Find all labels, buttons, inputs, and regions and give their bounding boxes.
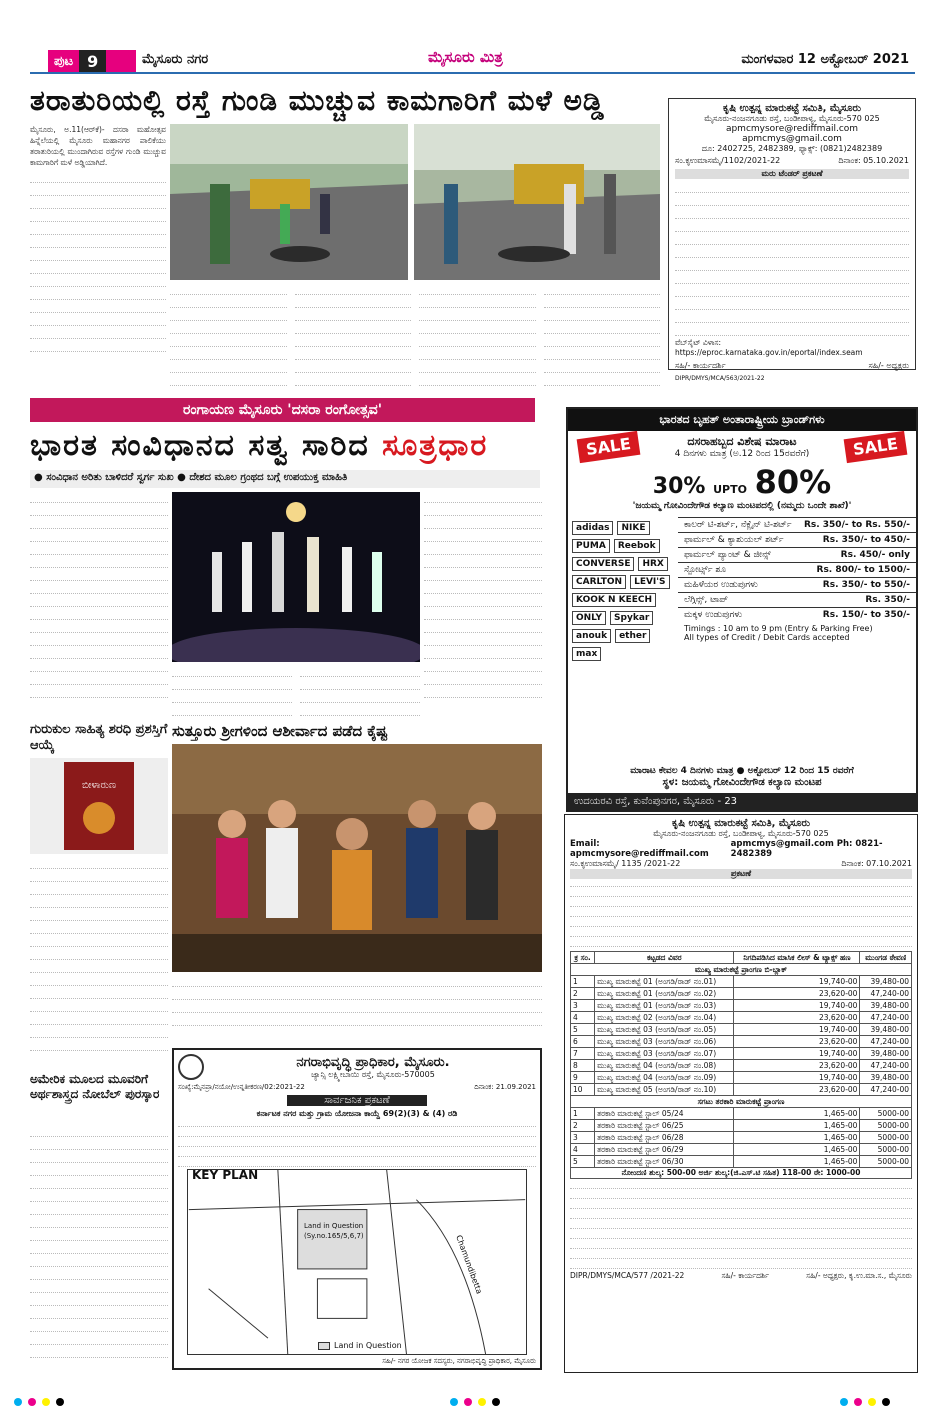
land-ad-ref: ಸಂಖ್ಯೆ:ಮೈನಪ್ರಾ/ನಯೋ/ಉನ್ನತೀಕರಣ/02:2021-22 bbox=[178, 1083, 305, 1091]
table-cell: 1 bbox=[571, 976, 595, 988]
table-cell: 1,465-00 bbox=[734, 1120, 860, 1132]
table-cell: 3 bbox=[571, 1132, 595, 1144]
table-cell: 39,480-00 bbox=[860, 1048, 912, 1060]
ad3-email: Email: apmcmysore@rediffmail.com bbox=[570, 839, 709, 859]
table-section-row: ಸಗಟು ತರಕಾರಿ ಮಾರುಕಟ್ಟೆ ಪ್ರಾಂಗಣ bbox=[571, 1096, 912, 1108]
table-cell: 1,465-00 bbox=[734, 1156, 860, 1168]
table-row bbox=[571, 1108, 912, 1120]
land-ad-notice: ಸಾರ್ವಜನಿಕ ಪ್ರಕಟಣೆ bbox=[287, 1095, 427, 1106]
land-ad-date: ದಿನಾಂಕ: 21.09.2021 bbox=[474, 1083, 536, 1091]
photo-road-workers-1 bbox=[170, 124, 408, 280]
story2-column-4 bbox=[424, 492, 542, 718]
table-cell: 23,620-00 bbox=[734, 988, 860, 1000]
brand-logo: CARLTON bbox=[572, 575, 626, 589]
table-cell: 6 bbox=[571, 1036, 595, 1048]
table-cell: ಮುಖ್ಯ ಮಾರುಕಟ್ಟೆ 05 (ಅಂಗಡಿ/ರಾಡ್ ನಂ.10) bbox=[595, 1084, 734, 1096]
table-cell: 47,240-00 bbox=[860, 1084, 912, 1096]
key-plan-map bbox=[187, 1169, 527, 1355]
land-ad-act: ಕರ್ನಾಟಕ ನಗರ ಮತ್ತು ಗ್ರಾಮ ಯೋಜನಾ ಕಾಯ್ದೆ 69(2)(3) & (4) ರಡಿ bbox=[256, 1109, 458, 1118]
page-label: ಪುಟ bbox=[54, 53, 74, 69]
price-row bbox=[678, 517, 916, 532]
headline-gurukula: ಗುರುಕುಲ ಸಾಹಿತ್ಯ ಶರಧಿ ಪ್ರಶಸ್ತಿಗೆ ಆಯ್ಕೆ bbox=[30, 722, 168, 753]
sale-pct1: 30% bbox=[652, 474, 706, 499]
price-row-label: ಫಾರ್ಮಲ್ ಪ್ಯಾಂಟ್ & ಜೀನ್ಸ್ bbox=[684, 550, 771, 560]
price-row bbox=[678, 607, 916, 622]
table-cell: 19,740-00 bbox=[734, 976, 860, 988]
lease-table bbox=[570, 951, 912, 1168]
brand-logo: adidas bbox=[572, 521, 613, 535]
table-row bbox=[571, 988, 912, 1000]
headline-road-repair bbox=[30, 84, 660, 124]
table-cell: ಮುಖ್ಯ ಮಾರುಕಟ್ಟೆ 02 (ಅಂಗಡಿ/ರಾಡ್ ನಂ.04) bbox=[595, 1012, 734, 1024]
table-cell: 8 bbox=[571, 1060, 595, 1072]
headline-suttur: ಸುತ್ತೂರು ಶ್ರೀಗಳಿಂದ ಆಶೀರ್ವಾದ ಪಡೆದ ಕೈಷ್ಟ bbox=[172, 722, 388, 740]
table-cell: 9 bbox=[571, 1072, 595, 1084]
print-registration-marks-left bbox=[14, 1398, 134, 1410]
ad3-address: ಮೈಸೂರು-ನಂಜನಗೂಡು ರಸ್ತೆ, ಬಂಡೀಪಾಳ್ಯ, ಮೈಸೂರು-570 025 bbox=[653, 829, 829, 838]
ad1-sign-right: ಸಹಿ/- ಅಧ್ಯಕ್ಷರು bbox=[868, 361, 909, 370]
table-cell: 5 bbox=[571, 1156, 595, 1168]
section-banner-rangayana: ರಂಗಾಯಣ ಮೈಸೂರು 'ದಸರಾ ರಂಗೋತ್ಸವ' bbox=[30, 398, 535, 422]
ad1-code: DIPR/DMYS/MCA/563/2021-22 bbox=[675, 375, 765, 382]
ad3-title: ಕೃಷಿ ಉತ್ಪನ್ನ ಮಾರುಕಟ್ಟೆ ಸಮಿತಿ, ಮೈಸೂರು bbox=[671, 818, 811, 829]
price-row bbox=[678, 592, 916, 607]
sale-pct2: 80% bbox=[754, 463, 832, 501]
table-cell: 47,240-00 bbox=[860, 1036, 912, 1048]
table-cell: 5000-00 bbox=[860, 1120, 912, 1132]
table-cell: 23,620-00 bbox=[734, 1036, 860, 1048]
sale-upto: UPTO bbox=[713, 483, 747, 496]
ad3-notice-label: ಪ್ರಕಟಣೆ bbox=[570, 869, 912, 879]
ad1-address: ಮೈಸೂರು-ನಂಜನಗೂಡು ರಸ್ತೆ, ಬಂಡೀಪಾಳ್ಯ, ಮೈಸೂರು-570 025 bbox=[704, 114, 880, 123]
price-row-label: ಮಕ್ಕಳ ಉಡುಪುಗಳು bbox=[684, 610, 743, 620]
story1-columns bbox=[170, 284, 660, 386]
brand-logo: KOOK N KEECH bbox=[572, 593, 656, 607]
price-row-label: ಮಹಿಳೆಯರ ಉಡುಪುಗಳು bbox=[684, 580, 758, 590]
brand-logo: ether bbox=[615, 629, 650, 643]
ad1-title: ಕೃಷಿ ಉತ್ಪನ್ನ ಮಾರುಕಟ್ಟೆ ಸಮಿತಿ, ಮೈಸೂರು bbox=[722, 103, 862, 114]
table-cell: 19,740-00 bbox=[734, 1024, 860, 1036]
table-cell: 23,620-00 bbox=[734, 1084, 860, 1096]
table-cell: 5000-00 bbox=[860, 1156, 912, 1168]
price-row-price: Rs. 350/- to Rs. 550/- bbox=[803, 520, 910, 530]
table-cell: ಮುಖ್ಯ ಮಾರುಕಟ್ಟೆ 04 (ಅಂಗಡಿ/ರಾಡ್ ನಂ.09) bbox=[595, 1072, 734, 1084]
ad1-ref-date: ದಿನಾಂಕ: 05.10.2021 bbox=[838, 156, 909, 165]
table-row bbox=[571, 1036, 912, 1048]
land-ad-address: ಜ್ಯಾನ್ಸಿ ಲಕ್ಷ್ಮೀಬಾಯಿ ರಸ್ತೆ, ಮೈಸೂರು-570005 bbox=[311, 1069, 435, 1079]
sale-place2: ಉದಯರವಿ ರಸ್ತೆ, ಕುವೆಂಪುನಗರ, ಮೈಸೂರು - 23 bbox=[574, 796, 738, 807]
brand-logo: CONVERSE bbox=[572, 557, 634, 571]
land-notice-ad bbox=[172, 1048, 542, 1370]
table-cell: ತರಕಾರಿ ಮಾರುಕಟ್ಟೆ ಸ್ಟಾಲ್ 06/28 bbox=[595, 1132, 734, 1144]
page-header bbox=[30, 48, 915, 74]
price-list bbox=[678, 517, 916, 665]
print-registration-marks-center bbox=[450, 1398, 570, 1410]
table-cell: 47,240-00 bbox=[860, 1060, 912, 1072]
brand-logo: LEVI'S bbox=[630, 575, 669, 589]
land-ad-title: ನಗರಾಭಿವೃದ್ಧಿ ಪ್ರಾಧಿಕಾರ, ಮೈಸೂರು. bbox=[296, 1054, 450, 1070]
brand-logo: HRX bbox=[638, 557, 667, 571]
price-row-price: Rs. 800/- to 1500/- bbox=[816, 565, 910, 575]
page-number-badge bbox=[48, 50, 136, 72]
price-row bbox=[678, 547, 916, 562]
land-survey-no: (Sy.no.165/5,6,7) bbox=[304, 1232, 364, 1240]
table-cell: ಮುಖ್ಯ ಮಾರುಕಟ್ಟೆ 01 (ಅಂಗಡಿ/ರಾಡ್ ನಂ.03) bbox=[595, 1000, 734, 1012]
table-cell: 2 bbox=[571, 1120, 595, 1132]
tender-ad-apmc-1 bbox=[668, 98, 916, 382]
sale-days: ಮಾರಾಟ ಕೇವಲ 4 ದಿನಗಳು ಮಾತ್ರ ● ಅಕ್ಟೋಬರ್ 12 ರಿಂದ 15 ರವರೆಗೆ bbox=[630, 766, 854, 776]
brand-logo: ONLY bbox=[572, 611, 606, 625]
tender-ad-apmc-2 bbox=[564, 814, 918, 1373]
map-legend bbox=[318, 1341, 402, 1350]
story1-column-1 bbox=[30, 124, 166, 386]
ad3-ref-date: ದಿನಾಂಕ: 07.10.2021 bbox=[841, 859, 912, 868]
table-cell: ಮುಖ್ಯ ಮಾರುಕಟ್ಟೆ 03 (ಅಂಗಡಿ/ರಾಡ್ ನಂ.06) bbox=[595, 1036, 734, 1048]
table-cell: 23,620-00 bbox=[734, 1060, 860, 1072]
table-row bbox=[571, 1000, 912, 1012]
map-legend-label: Land in Question bbox=[334, 1341, 402, 1350]
price-row-price: Rs. 450/- only bbox=[840, 550, 910, 560]
table-header-cell: ಮುಂಗಡ ಠೇವಣಿ bbox=[860, 952, 912, 964]
brand-logo: anouk bbox=[572, 629, 611, 643]
table-header-cell: ಕಟ್ಟಡದ ವಿವರ bbox=[595, 952, 734, 964]
table-cell: 1,465-00 bbox=[734, 1108, 860, 1120]
table-row bbox=[571, 1024, 912, 1036]
ad1-ref: ಸಂ.ಕೃಉಮಾಸಮೈ/1102/2021-22 bbox=[675, 156, 781, 165]
table-cell: ಮುಖ್ಯ ಮಾರುಕಟ್ಟೆ 01 (ಅಂಗಡಿ/ರಾಡ್ ನಂ.01) bbox=[595, 976, 734, 988]
table-cell: 19,740-00 bbox=[734, 1072, 860, 1084]
ad1-notice-label: ಮರು ಟೆಂಡರ್ ಪ್ರಕಟಣೆ bbox=[675, 169, 909, 179]
price-row-label: ಸ್ಪೋರ್ಟ್ಸ್ ಶೂ bbox=[684, 565, 727, 575]
table-cell: 19,740-00 bbox=[734, 1048, 860, 1060]
sale-subtitle: ದಸರಾಹಬ್ಬದ ವಿಶೇಷ ಮಾರಾಟ bbox=[687, 435, 797, 448]
sale-place: ಸ್ಥಳ: ಜಯಮ್ಮ ಗೋವಿಂದೇಗೌಡ ಕಲ್ಯಾಣ ಮಂಟಪ bbox=[662, 777, 822, 788]
ad3-sign-right: ಸಹಿ/- ಅಧ್ಯಕ್ಷರು, ಕೃ.ಉ.ಮಾ.ಸ., ಮೈಸೂರು bbox=[806, 1271, 912, 1280]
table-row bbox=[571, 1060, 912, 1072]
table-cell: 4 bbox=[571, 1144, 595, 1156]
photo-suttur-swamiji bbox=[172, 744, 542, 972]
ad1-email: apmcmysore@rediffmail.com bbox=[725, 124, 859, 134]
story3-column bbox=[30, 858, 168, 1068]
story1-dateline: ಮೈಸೂರು, ಅ.11(ಆರ್‌ಕೆ)- ದಸರಾ ಮಹೋತ್ಸವ ಹಿನ್ನೆಲೆಯಲ್ಲಿ ಮೈಸೂರು ಮಹಾನಗರ ಪಾಲಿಕೆಯು ತರಾತುರಿಯಲ್ಲಿ ಮುಂದಾಗಿರುವ ರಸ್ತೆಗಳ ಗುಂಡಿ ಮುಚ್ಚುವ ಕಾಮಗಾರಿಗೆ ಮಳೆ ಅಡ್ಡಿಯಾಗಿದೆ. bbox=[30, 125, 166, 167]
table-cell: 47,240-00 bbox=[860, 988, 912, 1000]
price-row-label: ಕಾಲರ್ ಟಿ-ಶರ್ಟ್, ನೆಕ್ಲೈನ್ ಟಿ-ಶರ್ಟ್ bbox=[684, 520, 792, 530]
table-cell: ತರಕಾರಿ ಮಾರುಕಟ್ಟೆ ಸ್ಟಾಲ್ 05/24 bbox=[595, 1108, 734, 1120]
table-row bbox=[571, 1120, 912, 1132]
price-row-price: Rs. 150/- to 350/- bbox=[822, 610, 910, 620]
road-label: Chamundibetta bbox=[454, 1233, 484, 1296]
key-plan-title: KEY PLAN bbox=[192, 1168, 259, 1182]
table-row bbox=[571, 1084, 912, 1096]
sale-ad bbox=[566, 407, 918, 812]
table-cell: ಮುಖ್ಯ ಮಾರುಕಟ್ಟೆ 04 (ಅಂಗಡಿ/ರಾಡ್ ನಂ.08) bbox=[595, 1060, 734, 1072]
sale-cards: All types of Credit / Debit Cards accepted bbox=[684, 633, 850, 642]
table-cell: 19,740-00 bbox=[734, 1000, 860, 1012]
ad1-url: ವೆಬ್‌ಸೈಟ್ ವಿಳಾಸ: https://eproc.karnataka.gov.in/eportal/index.seam bbox=[675, 338, 863, 357]
table-cell: ತರಕಾರಿ ಮಾರುಕಟ್ಟೆ ಸ್ಟಾಲ್ 06/30 bbox=[595, 1156, 734, 1168]
sale-dates: 4 ದಿನಗಳು ಮಾತ್ರ (ಅ.12 ರಿಂದ 15ರವರೆಗೆ) bbox=[674, 449, 810, 459]
table-cell: 5000-00 bbox=[860, 1132, 912, 1144]
muda-emblem-icon bbox=[178, 1054, 204, 1080]
sale-tag-left: SALE bbox=[577, 431, 641, 463]
table-cell: 39,480-00 bbox=[860, 1000, 912, 1012]
sale-discount bbox=[568, 463, 916, 501]
brand-logo: max bbox=[572, 647, 601, 661]
photo-caption-suttur bbox=[172, 976, 542, 1036]
table-header-cell: ನಿಗದಿಪಡಿಸಿದ ಮಾಸಿಕ ಲೀಸ್ & ಟ್ಯಾಕ್ಸ್ ಹಣ bbox=[734, 952, 860, 964]
print-registration-marks-right bbox=[840, 1398, 945, 1410]
table-cell: 1,465-00 bbox=[734, 1132, 860, 1144]
price-row bbox=[678, 577, 916, 592]
table-cell: ಮುಖ್ಯ ಮಾರುಕಟ್ಟೆ 01 (ಅಂಗಡಿ/ರಾಡ್ ನಂ.02) bbox=[595, 988, 734, 1000]
table-cell: 7 bbox=[571, 1048, 595, 1060]
ad1-email2: apmcmys@gmail.com bbox=[742, 134, 842, 144]
table-cell: 47,240-00 bbox=[860, 1012, 912, 1024]
headline-constitution bbox=[30, 428, 540, 470]
table-cell: 3 bbox=[571, 1000, 595, 1012]
ad3-code: DIPR/DMYS/MCA/577 /2021-22 bbox=[570, 1271, 685, 1280]
table-cell: ತರಕಾರಿ ಮಾರುಕಟ್ಟೆ ಸ್ಟಾಲ್ 06/29 bbox=[595, 1144, 734, 1156]
masthead: ಮೈಸೂರು ಮಿತ್ರ bbox=[428, 48, 503, 66]
table-cell: 5000-00 bbox=[860, 1108, 912, 1120]
story2-subheads: ● ಸಂವಿಧಾನ ಅರಿತು ಬಾಳಿದರೆ ಸ್ವರ್ಗ ಸುಖ ● ದೇಶದ ಮೂಲ ಗ್ರಂಥದ ಬಗ್ಗೆ ಉಪಯುಕ್ತ ಮಾಹಿತಿ bbox=[30, 470, 540, 488]
story2-column-1 bbox=[30, 492, 168, 718]
ad1-phone: ದೂ: 2402725, 2482389, ಫ್ಯಾಕ್ಸ್: (0821)2482389 bbox=[701, 144, 883, 153]
price-row-price: Rs. 350/- to 550/- bbox=[822, 580, 910, 590]
table-header-cell: ಕ್ರ ಸಂ. bbox=[571, 952, 595, 964]
price-row-label: ಫಾರ್ಮಲ್ & ಕ್ಯಾಶುಯಲ್ ಶರ್ಟ್ bbox=[684, 535, 784, 545]
brand-logo: PUMA bbox=[572, 539, 610, 553]
table-cell: ಮುಖ್ಯ ಮಾರುಕಟ್ಟೆ 03 (ಅಂಗಡಿ/ರಾಡ್ ನಂ.07) bbox=[595, 1048, 734, 1060]
headline2-part-a: ಭಾರತ ಸಂವಿಧಾನದ ಸತ್ವ ಸಾರಿದ bbox=[30, 428, 383, 463]
table-cell: 2 bbox=[571, 988, 595, 1000]
table-cell: 39,480-00 bbox=[860, 1024, 912, 1036]
table-row bbox=[571, 1132, 912, 1144]
brand-logo: NIKE bbox=[617, 521, 649, 535]
headline-part-b: ಮುಚ್ಚುವ ಕಾಮಗಾರಿಗೆ ಮಳೆ ಅಡ್ಡಿ bbox=[288, 84, 605, 117]
price-row bbox=[678, 532, 916, 547]
table-row bbox=[571, 1072, 912, 1084]
page-number: 9 bbox=[79, 50, 106, 72]
price-row-label: ಲೆಗ್ಗಿನ್ಸ್, ಟಾಪ್ bbox=[684, 595, 728, 605]
sale-timings: Timings : 10 am to 9 pm (Entry & Parking Free) bbox=[684, 624, 873, 633]
land-label: Land in Question bbox=[304, 1222, 364, 1230]
headline-part-a: ತರಾತುರಿಯಲ್ಲಿ ರಸ್ತೆ ಗುಂಡಿ bbox=[30, 84, 289, 117]
ad3-sign-left: ಸಹಿ/- ಕಾರ್ಯದರ್ಶಿ bbox=[721, 1271, 769, 1280]
price-row-price: Rs. 350/- bbox=[865, 595, 910, 605]
ad3-email2: apmcmys@gmail.com Ph: 0821-2482389 bbox=[730, 839, 883, 859]
price-row-price: Rs. 350/- to 450/- bbox=[822, 535, 910, 545]
table-cell: 1,465-00 bbox=[734, 1144, 860, 1156]
table-cell: 23,620-00 bbox=[734, 1012, 860, 1024]
section-name: ಮೈಸೂರು ನಗರ bbox=[142, 52, 209, 67]
table-row bbox=[571, 976, 912, 988]
headline2-part-b: ಸೂತ್ರಧಾರ bbox=[382, 428, 489, 463]
table-section-row: ಮುಖ್ಯ ಮಾರುಕಟ್ಟೆ ಪ್ರಾಂಗಣ ಬಿ-ಬ್ಲಾಕ್ bbox=[571, 964, 912, 976]
photo-book-cover bbox=[30, 758, 168, 854]
land-ad-sign: ಸಹಿ/- ನಗರ ಯೋಜಕ ಸದಸ್ಯರು, ನಗರಾಭಿವೃದ್ಧಿ ಪ್ರಾಧಿಕಾರ, ಮೈಸೂರು bbox=[382, 1357, 536, 1365]
brand-logo: Spykar bbox=[610, 611, 653, 625]
table-cell: 1 bbox=[571, 1108, 595, 1120]
table-cell: ಮುಖ್ಯ ಮಾರುಕಟ್ಟೆ 03 (ಅಂಗಡಿ/ರಾಡ್ ನಂ.05) bbox=[595, 1024, 734, 1036]
ad3-fee: ನೋಂದಣಿ ಶುಲ್ಕ: 500-00 ಅರ್ಜಿ ಶುಲ್ಕ:(ಜಿ.ಎಸ್.ಟಿ ಸಹಿತ) 118-00 ಠೇ: 1000-00 bbox=[570, 1168, 912, 1179]
story2-under-photo bbox=[172, 666, 420, 718]
table-row bbox=[571, 1048, 912, 1060]
table-cell: 5000-00 bbox=[860, 1144, 912, 1156]
book-cover-title: ಬೀಳಾರುಣ bbox=[81, 780, 117, 791]
story5-column bbox=[30, 1126, 168, 1372]
table-cell: 39,480-00 bbox=[860, 976, 912, 988]
table-row bbox=[571, 1144, 912, 1156]
brand-logo: Reebok bbox=[614, 539, 660, 553]
sale-ad-top: ಭಾರತದ ಬೃಹತ್ ಅಂತಾರಾಷ್ಟ್ರೀಯ ಬ್ರಾಂಡ್‌ಗಳು bbox=[568, 409, 916, 431]
brand-list bbox=[568, 517, 678, 665]
ad3-ref: ಸಂ.ಕೃಉಮಾಸಮೈ/ 1135 /2021-22 bbox=[570, 859, 681, 868]
photo-road-workers-2 bbox=[414, 124, 660, 280]
ad1-sign-left: ಸಹಿ/- ಕಾರ್ಯದರ್ಶಿ bbox=[675, 361, 726, 370]
sale-bottom bbox=[568, 793, 916, 810]
photo-stage-performance bbox=[172, 492, 420, 662]
headline-nobel: ಅಮೇರಿಕ ಮೂಲದ ಮೂವರಿಗೆ ಅರ್ಥಶಾಸ್ತ್ರದ ನೋಬೆಲ್ ಪುರಸ್ಕಾರ bbox=[30, 1072, 160, 1101]
issue-date: ಮಂಗಳವಾರ 12 ಅಕ್ಟೋಬರ್ 2021 bbox=[741, 52, 909, 67]
table-cell: 5 bbox=[571, 1024, 595, 1036]
table-cell: ತರಕಾರಿ ಮಾರುಕಟ್ಟೆ ಸ್ಟಾಲ್ 06/25 bbox=[595, 1120, 734, 1132]
table-cell: 39,480-00 bbox=[860, 1072, 912, 1084]
price-row bbox=[678, 562, 916, 577]
sale-venue-line: 'ಜಯಮ್ಮ ಗೋವಿಂದೇಗೌಡ ಕಲ್ಯಾಣ ಮಂಟಪದಲ್ಲಿ (ನಮ್ಮದು ಒಂದೇ ಶಾಖೆ)' bbox=[632, 501, 852, 511]
table-cell: 10 bbox=[571, 1084, 595, 1096]
table-row bbox=[571, 1156, 912, 1168]
sale-tag-right: SALE bbox=[844, 431, 908, 463]
table-cell: 4 bbox=[571, 1012, 595, 1024]
table-row bbox=[571, 1012, 912, 1024]
